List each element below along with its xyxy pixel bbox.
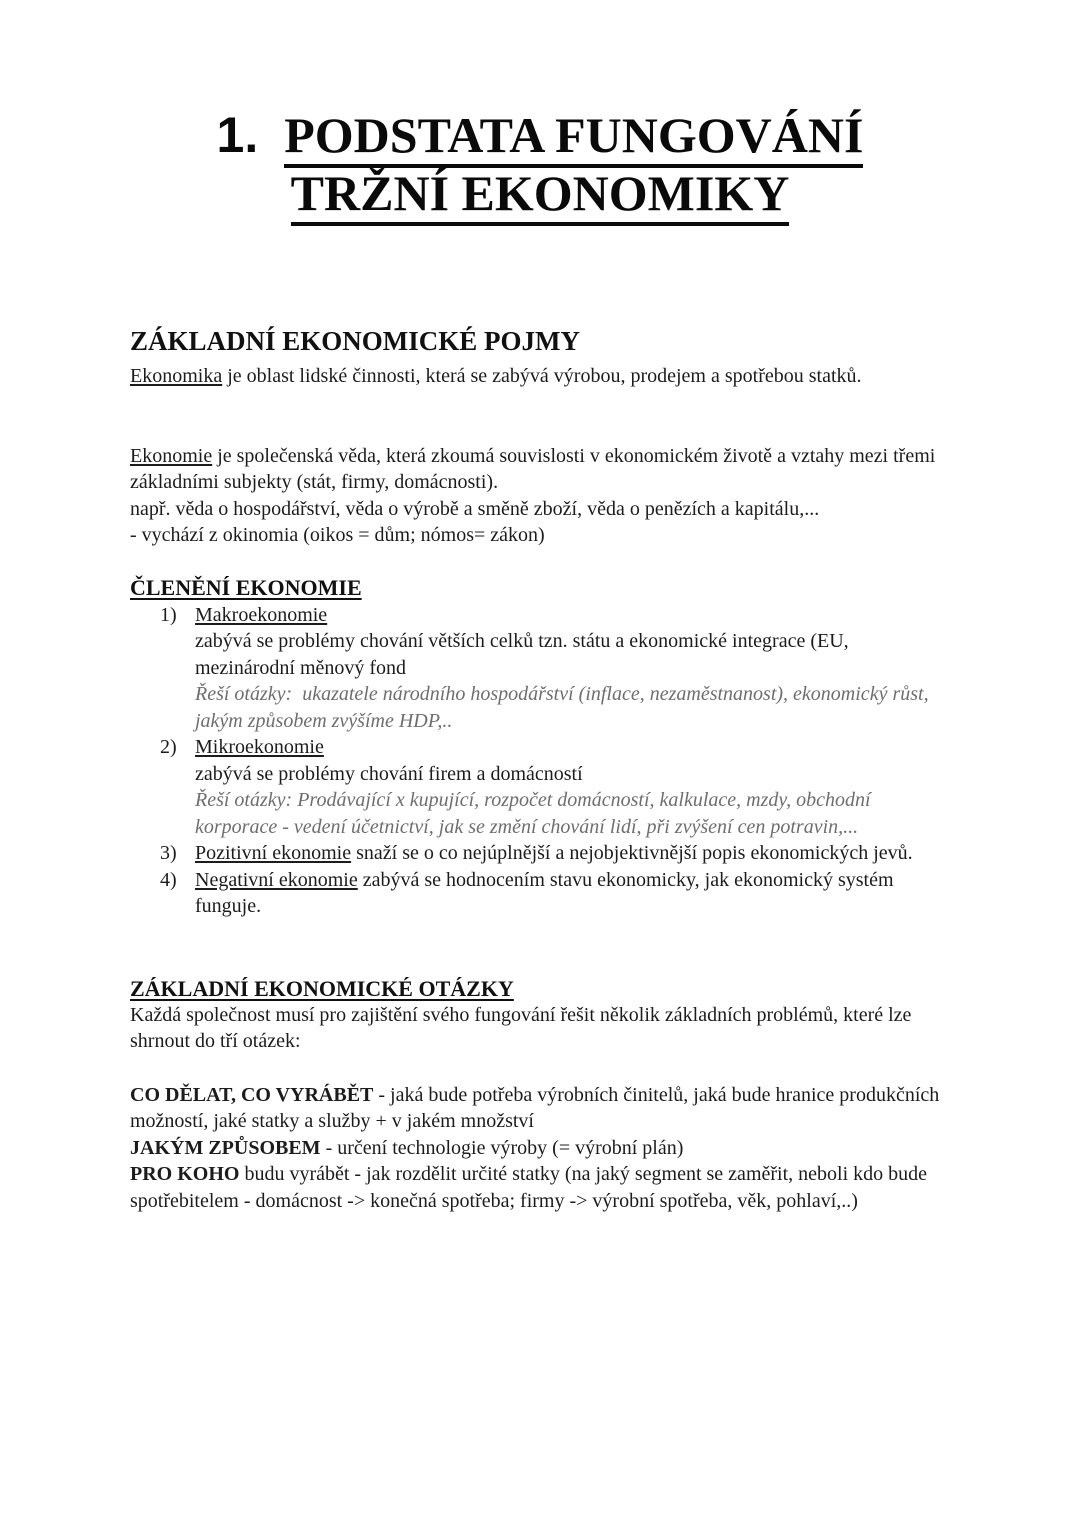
list-item-rest: snaží se o co nejúplnější a nejobjektivnější popis ekonomických jevů.	[351, 842, 913, 864]
document-content	[130, 326, 950, 1214]
section-heading-cleneni: ČLENĚNÍ EKONOMIE	[130, 574, 362, 600]
paragraph-line: např. věda o hospodářství, věda o výrobě a směně zboží, věda o penězích a kapitálu,...	[130, 497, 820, 520]
list-item-number: 1)	[160, 603, 177, 626]
list-item-number: 3)	[160, 842, 177, 864]
list-item-body	[195, 840, 950, 867]
term-mikroekonomie: Mikroekonomie	[195, 736, 324, 758]
list-item-term-line	[195, 602, 950, 629]
list-item-rest: zabývá se hodnocením stavu ekonomicky, jak ekonomický systém funguje.	[195, 868, 894, 917]
paragraph-otazky-intro: Každá společnost musí pro zajištění svého fungování řešit několik základních problémů, které lze shrnout do tří otázek:	[130, 1003, 912, 1052]
question-term: JAKÝM ZPŮSOBEM	[130, 1136, 321, 1159]
term-negativni-ekonomie: Negativní ekonomie	[195, 868, 358, 891]
list-item-desc: zabývá se problémy chování firem a domácností	[195, 762, 583, 785]
list-item-body	[195, 867, 950, 920]
title-number: 1.	[216, 107, 259, 163]
term-pozitivni-ekonomie: Pozitivní ekonomie	[195, 842, 352, 864]
list-item-note: Řeší otázky: Prodávající x kupující, rozpočet domácností, kalkulace, mzdy, obchodní korporace - vedení účetnictví, jak se změní chování lidí, při zvýšení cen potravin,...	[195, 789, 876, 838]
term-makroekonomie: Makroekonomie	[195, 603, 328, 626]
question-jakym-zpusobem	[130, 1135, 950, 1162]
list-item-text	[195, 867, 950, 920]
list-item-mikroekonomie	[130, 734, 950, 840]
title-text-2: TRŽNÍ EKONOMIKY	[291, 165, 790, 226]
question-term: PRO KOHO	[130, 1163, 240, 1185]
question-rest: - určení technologie výroby (= výrobní plán)	[320, 1136, 684, 1159]
title-line-2	[0, 164, 1080, 222]
list-item-negativni-ekonomie	[130, 867, 950, 920]
paragraph-line: - vychází z okinomia (oikos = dům; nómos= zákon)	[130, 524, 545, 546]
paragraph-text: je oblast lidské činnosti, která se zabývá výrobou, prodejem a spotřebou statků.	[222, 365, 862, 387]
term-ekonomie: Ekonomie	[130, 444, 213, 467]
question-pro-koho	[130, 1161, 950, 1214]
list-item-body	[195, 734, 950, 840]
list-item-term-line	[195, 734, 950, 761]
question-co-delat	[130, 1082, 950, 1135]
section-heading-pojmy: ZÁKLADNÍ EKONOMICKÉ POJMY	[130, 326, 581, 356]
list-item-number: 2)	[160, 736, 177, 758]
list-item-makroekonomie	[130, 602, 950, 735]
page-title	[0, 106, 1080, 222]
paragraph-ekonomie	[130, 443, 950, 496]
paragraph-text: je společenská věda, která zkoumá souvislosti v ekonomickém životě a vztahy mezi třemi základními subjekty (stát, firmy, domácnosti).	[130, 444, 936, 493]
numbered-list	[130, 602, 950, 920]
term-ekonomika: Ekonomika	[130, 365, 223, 387]
question-rest: - jaká bude potřeba výrobních činitelů, jaká bude hranice produkčních možností, jaké statky a služby + v jakém množství	[130, 1083, 940, 1132]
title-line-1	[0, 106, 1080, 164]
list-item-desc: zabývá se problémy chování větších celků tzn. státu a ekonomické integrace (EU, mezinárodní měnový fond	[195, 630, 849, 679]
paragraph-ekonomika	[130, 363, 950, 390]
section-heading-otazky: ZÁKLADNÍ EKONOMICKÉ OTÁZKY	[130, 975, 514, 1001]
question-term: CO DĚLAT, CO VYRÁBĚT	[130, 1083, 374, 1106]
list-item-number: 4)	[160, 868, 177, 891]
list-item-note: Řeší otázky: ukazatele národního hospodářství (inflace, nezaměstnanost), ekonomický růst, jakým způsobem zvýšíme HDP,..	[195, 683, 934, 732]
list-item-body	[195, 602, 950, 735]
title-text-1: PODSTATA FUNGOVÁNÍ	[284, 107, 863, 168]
question-rest: budu vyrábět - jak rozdělit určité statky (na jaký segment se zaměřit, neboli kdo bude spotřebitelem - domácnost -> konečná spotřeba; firmy -> výrobní spotřeba, věk, pohlaví,..)	[130, 1163, 928, 1212]
questions-block	[130, 1082, 950, 1215]
list-item-pozitivni-ekonomie	[130, 840, 950, 867]
list-item-text	[195, 840, 950, 867]
